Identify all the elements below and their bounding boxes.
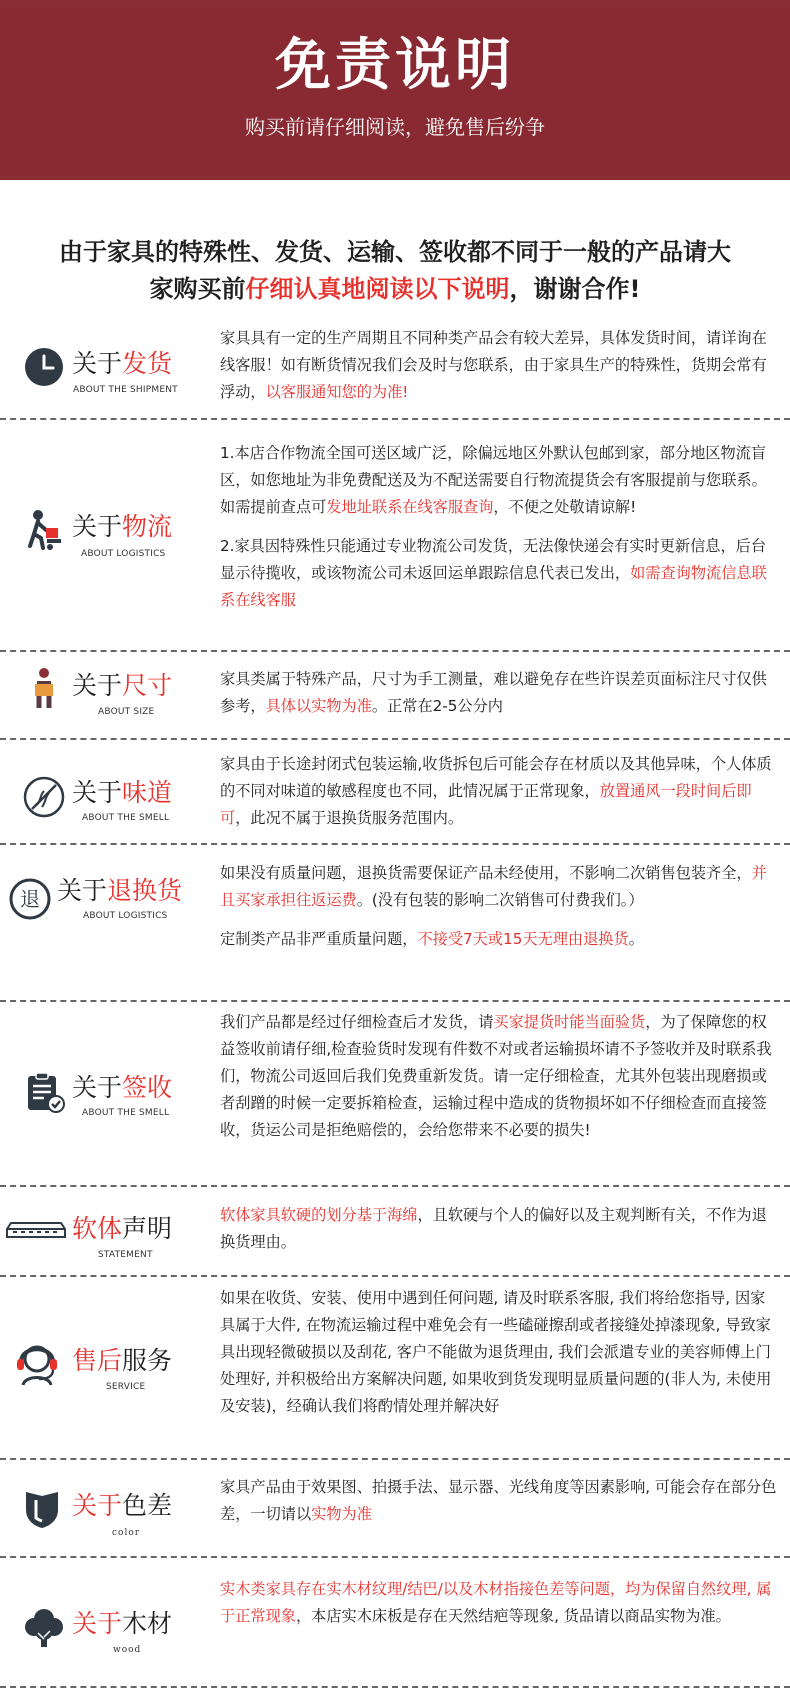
- paragraph-highlight: 软体家具软硬的划分基于海绵: [220, 1206, 418, 1224]
- heading-text: 关于: [57, 876, 108, 905]
- section-text: [220, 1474, 780, 1528]
- intro-highlight: 仔细认真地阅读以下说明: [245, 275, 510, 303]
- heading-text: 色差: [122, 1491, 173, 1520]
- section-text: [220, 1009, 780, 1144]
- return-icon-glyph: 退: [20, 887, 40, 911]
- heading-highlight: 发货: [122, 349, 173, 378]
- section-subtitle: ABOUT LOGISTICS: [81, 549, 166, 559]
- section-subtitle: STATEMENT: [98, 1250, 153, 1260]
- shield-icon: [22, 1488, 62, 1530]
- section-text: [220, 1576, 780, 1630]
- heading-highlight: 关于: [72, 1491, 123, 1520]
- heading-highlight: 物流: [122, 512, 173, 541]
- customer-service-icon: [12, 1337, 62, 1387]
- paragraph-highlight: 买家提货时能当面验货: [493, 1013, 646, 1031]
- box-carrier-icon: [22, 666, 66, 710]
- clock-icon: [22, 345, 66, 389]
- page-title: 免责说明: [275, 33, 515, 98]
- intro-line-2: [30, 271, 760, 308]
- heading-text: 关于: [72, 349, 123, 378]
- tree-icon: [22, 1605, 66, 1649]
- paragraph-text: 。正常在2-5公分内: [371, 697, 503, 715]
- paragraph-text: 。(没有包装的影响二次销售可付费我们。）: [356, 891, 644, 909]
- heading-text: 木材: [122, 1609, 173, 1638]
- section-heading: [72, 1345, 172, 1377]
- paragraph-text: 家具由于长途封闭式包装运输,收货拆包后可能会存在材质以及其他异味，个人体质的不同对味道的敏感程度也不同，此情况属于正常现象，: [220, 755, 772, 800]
- return-icon: [8, 877, 52, 921]
- heading-highlight: 售后: [72, 1346, 123, 1375]
- section-heading: [57, 875, 182, 907]
- heading-text: 关于: [72, 778, 123, 807]
- paragraph-text: 家具具有一定的生产周期且不同种类产品会有较大差异，具体发货时间，请详询在线客服！如有断货情况我们会及时与您联系，由于家具生产的特殊性，货期会常有浮动，: [220, 329, 767, 401]
- section-subtitle: ABOUT THE SHIPMENT: [73, 385, 178, 395]
- section-after-sales: [0, 1277, 790, 1458]
- section-heading: [72, 348, 172, 380]
- section-color-difference: [0, 1460, 790, 1556]
- paragraph-text: 家具产品由于效果图、拍摄手法、显示器、光线角度等因素影响, 可能会存在部分色差，一切请以: [220, 1478, 777, 1523]
- section-text: [220, 440, 780, 614]
- paragraph-highlight: 放置通风一段时间后即可: [220, 782, 752, 827]
- section-text: [220, 325, 780, 406]
- section-subtitle: ABOUT THE SMELL: [82, 813, 170, 823]
- delivery-person-icon: [22, 508, 66, 552]
- paragraph-text: 我们产品都是经过仔细检查后才发货，请: [220, 1013, 494, 1031]
- section-text: [220, 666, 780, 720]
- paragraph-highlight: 以客服通知您的为准!: [265, 383, 409, 401]
- paragraph-text: ，为了保障您的权益签收前请仔细,检查验货时发现有件数不对或者运输损坏请不予签收并及时联系我们，物流公司返回后我们免费重新发货。请一定仔细检查，尤其外包装出现磨损或者刮蹭的时候一定要拆箱检查，运输过程中造成的货物损坏如不仔细检查而直接签收，货运公司是拒绝赔偿的，会给您带来不必要的损失!: [220, 1013, 772, 1139]
- section-subtitle: ABOUT LOGISTICS: [83, 911, 168, 921]
- section-receipt: [0, 1002, 790, 1185]
- section-subtitle: ABOUT SIZE: [98, 707, 155, 717]
- page-subtitle: 购买前请仔细阅读，避免售后纷争: [245, 115, 545, 139]
- section-heading: [72, 511, 172, 543]
- paragraph-text: ，且软硬与个人的偏好以及主观判断有关，不作为退换货理由。: [220, 1206, 767, 1251]
- section-returns: [0, 845, 790, 1000]
- heading-highlight: 关于: [72, 1609, 123, 1638]
- no-smell-icon: [22, 775, 66, 819]
- intro-text-end: ，谢谢合作!: [509, 275, 641, 303]
- section-size: [0, 652, 790, 738]
- heading-text: 关于: [72, 1073, 123, 1102]
- heading-text: 服务: [122, 1346, 173, 1375]
- section-heading: [72, 670, 172, 702]
- paragraph-text: 1.本店合作物流全国可送区域广泛，除偏远地区外默认包邮到家，部分地区物流盲区，如您地址为非免费配送及为不配送需要自行物流提货会有客服提前与您联系。如需提前查点可: [220, 444, 767, 516]
- section-wood: [0, 1558, 790, 1686]
- paragraph-text: 定制类产品非严重质量问题，: [220, 930, 418, 948]
- section-subtitle: wood: [113, 1645, 142, 1655]
- section-smell: [0, 740, 790, 843]
- section-shipment: [0, 320, 790, 418]
- paragraph-highlight: 发地址联系在线客服查询: [326, 498, 494, 516]
- heading-highlight: 味道: [122, 778, 173, 807]
- section-heading: [72, 1490, 172, 1522]
- paragraph-highlight: 实木类家具存在实木材纹理/结巴/以及木材指接色差等问题，均为保留自然纹理, 属于正常现象: [220, 1580, 772, 1625]
- heading-highlight: 尺寸: [122, 671, 173, 700]
- paragraph-text: 。: [628, 930, 644, 948]
- heading-text: 关于: [72, 671, 123, 700]
- paragraph-highlight: 并且买家承担往返运费: [220, 864, 767, 909]
- section-heading: [72, 1213, 172, 1245]
- paragraph-text: ，不便之处敬请谅解!: [493, 498, 637, 516]
- header-banner: [0, 0, 790, 180]
- paragraph-highlight: 不接受7天或15天无理由退换货: [417, 930, 629, 948]
- sign-document-icon: [22, 1070, 66, 1114]
- paragraph-text: 家具类属于特殊产品，尺寸为手工测量，难以避免存在些许误差页面标注尺寸仅供参考，: [220, 670, 767, 715]
- paragraph-text: ，此况不属于退换货服务范围内。: [235, 809, 463, 827]
- intro-text: 家购买前: [149, 275, 246, 303]
- paragraph-text: ，本店实木床板是存在天然结疤等现象, 货品请以商品实物为准。: [295, 1607, 731, 1625]
- section-heading: [72, 1072, 172, 1104]
- intro-notice: [30, 234, 760, 308]
- section-text: [220, 1285, 780, 1420]
- section-logistics: [0, 420, 790, 650]
- paragraph-highlight: 实物为准: [311, 1505, 372, 1523]
- section-heading: [72, 1608, 172, 1640]
- mattress-icon: [5, 1215, 67, 1245]
- heading-highlight: 软体: [72, 1214, 123, 1243]
- divider: [0, 1686, 790, 1688]
- heading-highlight: 签收: [122, 1073, 173, 1102]
- section-subtitle: SERVICE: [106, 1382, 146, 1392]
- intro-line-1: 由于家具的特殊性、发货、运输、签收都不同于一般的产品请大: [59, 238, 731, 266]
- section-heading: [72, 777, 172, 809]
- section-text: [220, 751, 780, 832]
- heading-text: 声明: [122, 1214, 173, 1243]
- section-soft-furniture: [0, 1187, 790, 1275]
- heading-text: 关于: [72, 512, 123, 541]
- paragraph-text: 2.家具因特殊性只能通过专业物流公司发货，无法像快递会有实时更新信息，后台显示待揽收，或该物流公司未返回运单跟踪信息代表已发出，: [220, 537, 767, 582]
- paragraph-text: 如果没有质量问题，退换货需要保证产品未经使用，不影响二次销售包装齐全，: [220, 864, 752, 882]
- section-text: [220, 860, 780, 953]
- section-text: [220, 1202, 780, 1256]
- paragraph-highlight: 具体以实物为准: [265, 697, 372, 715]
- paragraph-highlight: 如需查询物流信息联系在线客服: [220, 564, 767, 609]
- paragraph-text: 如果在收货、安装、使用中遇到任何问题, 请及时联系客服, 我们将给您指导, 因家具属于大件, 在物流运输过程中难免会有一些磕碰擦刮或者接缝处掉漆现象, 导致家具出现轻微破损以及刮花, 客户不能做为退货理由, 我们会派遣专业的美容师傅上门处理好, 并积极给出方案解决问题, 如果收到货发现明显质量问题的(非人为, 未使用及安装)，经确认我们将酌情处理并解决好: [220, 1289, 772, 1415]
- section-subtitle: ABOUT THE SMELL: [82, 1108, 170, 1118]
- heading-highlight: 退换货: [107, 876, 183, 905]
- section-subtitle: color: [112, 1528, 141, 1538]
